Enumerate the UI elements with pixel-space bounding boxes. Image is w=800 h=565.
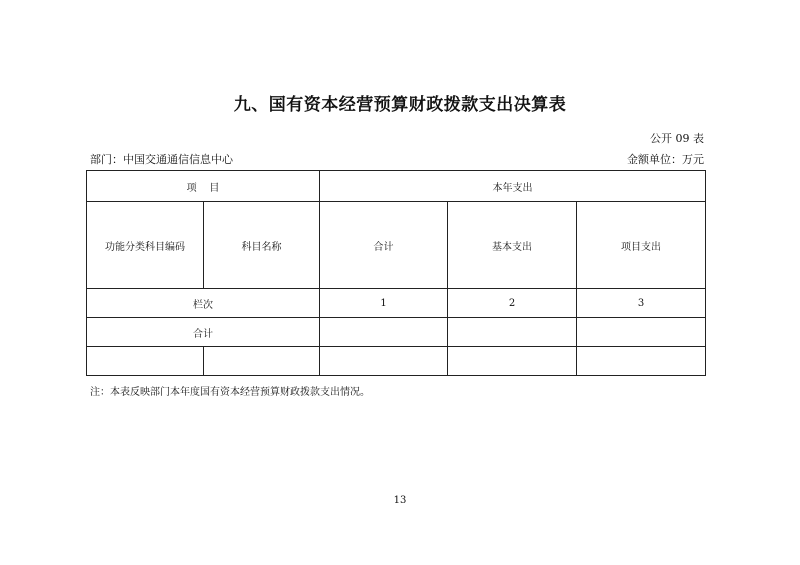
subject-name-header: 科目名称	[204, 202, 320, 289]
empty-name-cell	[204, 347, 320, 376]
header-row-2	[87, 202, 706, 289]
index-3-cell: 3	[577, 289, 706, 318]
empty-code-cell	[87, 347, 204, 376]
total-basic-cell	[448, 318, 577, 347]
total-label-cell: 合计	[87, 318, 320, 347]
header-item-cell: 项 目	[87, 171, 320, 202]
total-header: 合计	[320, 202, 448, 289]
form-number: 公开 09 表	[650, 132, 704, 145]
index-row	[87, 289, 706, 318]
table-row	[87, 347, 706, 376]
function-code-header: 功能分类科目编码	[87, 202, 204, 289]
basic-expenditure-header: 基本支出	[448, 202, 577, 289]
amount-unit-label: 金额单位：万元	[627, 153, 704, 166]
total-sum-cell	[320, 318, 448, 347]
header-row-1	[87, 171, 706, 202]
expenditure-table	[86, 170, 706, 376]
total-row	[87, 318, 706, 347]
index-label-cell: 栏次	[87, 289, 320, 318]
project-expenditure-header: 项目支出	[577, 202, 706, 289]
page-title: 九、国有资本经营预算财政拨款支出决算表	[233, 95, 567, 115]
header-current-year-cell: 本年支出	[320, 171, 706, 202]
empty-basic-cell	[448, 347, 577, 376]
total-project-cell	[577, 318, 706, 347]
table-note: 注：本表反映部门本年度国有资本经营预算财政拨款支出情况。	[90, 387, 370, 398]
department-label: 部门：中国交通通信信息中心	[90, 153, 233, 166]
page-number: 13	[393, 495, 407, 506]
index-1-cell: 1	[320, 289, 448, 318]
index-2-cell: 2	[448, 289, 577, 318]
empty-project-cell	[577, 347, 706, 376]
empty-total-cell	[320, 347, 448, 376]
